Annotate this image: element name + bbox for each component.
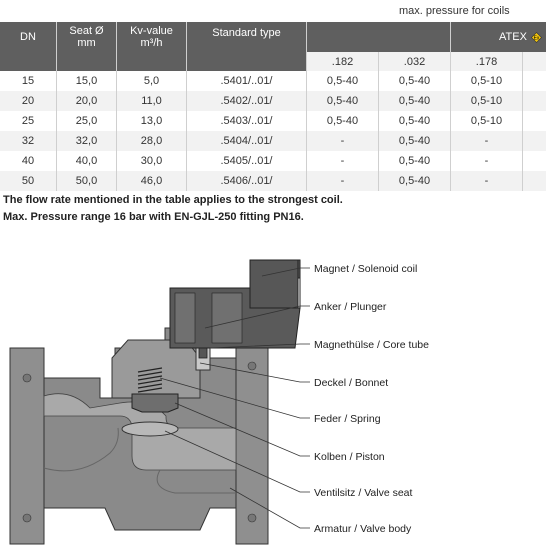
table-cell-kv	[117, 171, 187, 191]
flange-bolt-hole	[23, 374, 31, 382]
valve-cross-section-diagram	[0, 248, 546, 546]
col-header-atex	[451, 22, 546, 52]
table-cell-extra	[523, 171, 546, 191]
col-header-seat-label: Seat Ø	[69, 25, 104, 37]
table-cell-c3	[451, 91, 523, 111]
coil-winding-left	[175, 293, 195, 343]
table-cell-kv-value: 11,0	[141, 95, 162, 107]
table-cell-dn	[0, 111, 57, 131]
table-cell-c2	[379, 131, 451, 151]
flange-bolt-hole	[23, 514, 31, 522]
table-cell-c1-value: 0,5-40	[326, 75, 359, 87]
note-max-pressure: Max. Pressure range 16 bar with EN-GJL-250 fitting PN16.	[3, 211, 304, 223]
table-cell-c3-value: 0,5-10	[470, 115, 503, 127]
col-header-seat	[57, 22, 117, 52]
table-cell-c3	[451, 131, 523, 151]
table-cell-seat	[57, 71, 117, 91]
table-cell-c2-value: 0,5-40	[398, 75, 431, 87]
table-cell-kv	[117, 131, 187, 151]
col-header-kv-unit: m³/h	[140, 37, 163, 49]
table-cell-c3	[451, 171, 523, 191]
table-cell-type	[187, 151, 307, 171]
table-cell-type-value: .5406/..01/	[220, 175, 273, 187]
subheader-blank-3	[117, 52, 187, 71]
table-cell-kv	[117, 151, 187, 171]
label-bonnet: Deckel / Bonnet	[314, 377, 389, 389]
coil-col-182-label: .182	[331, 55, 354, 68]
col-header-coils-blank	[307, 22, 451, 52]
table-cell-type	[187, 171, 307, 191]
subheader-blank-2	[57, 52, 117, 71]
table-cell-kv-value: 46,0	[140, 175, 163, 187]
table-cell-kv-value: 30,0	[140, 155, 163, 167]
table-cell-c2-value: 0,5-40	[398, 135, 431, 147]
subheader-blank-4	[187, 52, 307, 71]
table-cell-extra	[523, 131, 546, 151]
table-cell-type	[187, 71, 307, 91]
table-cell-c1	[307, 91, 379, 111]
table-cell-seat	[57, 151, 117, 171]
table-cell-type-value: .5405/..01/	[220, 155, 273, 167]
table-cell-dn-value: 20	[21, 95, 35, 107]
table-cell-extra	[523, 71, 546, 91]
table-cell-dn-value: 32	[21, 135, 35, 147]
table-cell-dn-value: 25	[21, 115, 35, 127]
table-cell-seat-value: 25,0	[75, 115, 98, 127]
table-cell-c3-value: -	[484, 135, 489, 147]
table-cell-c1-value: 0,5-40	[326, 115, 359, 127]
table-cell-c2-value: 0,5-40	[398, 95, 431, 107]
table-cell-c2	[379, 151, 451, 171]
table-cell-seat	[57, 111, 117, 131]
atex-label: ATEX	[499, 31, 527, 43]
ex-hazard-icon	[531, 32, 542, 43]
table-cell-extra	[523, 151, 546, 171]
table-cell-dn	[0, 171, 57, 191]
coil-col-178-label: .178	[475, 55, 498, 68]
coil-col-032-label: .032	[403, 55, 426, 68]
col-header-dn	[0, 22, 57, 52]
table-cell-kv	[117, 91, 187, 111]
coil-col-178	[451, 52, 523, 71]
table-cell-c2-value: 0,5-40	[398, 175, 431, 187]
col-header-type	[187, 22, 307, 52]
table-cell-kv-value: 28,0	[140, 135, 163, 147]
table-cell-seat-value: 40,0	[75, 155, 98, 167]
table-cell-dn	[0, 91, 57, 111]
col-header-dn-label: DN	[20, 31, 36, 43]
table-cell-c3-value: -	[484, 155, 489, 167]
piston	[132, 394, 178, 412]
table-cell-c1-value: -	[340, 175, 345, 187]
valve-seat	[122, 422, 178, 436]
table-cell-type	[187, 91, 307, 111]
group-header-cell	[307, 0, 546, 22]
table-cell-extra	[523, 111, 546, 131]
table-cell-c1-value: 0,5-40	[326, 95, 359, 107]
table-cell-c3	[451, 151, 523, 171]
table-cell-seat	[57, 131, 117, 151]
table-cell-seat	[57, 171, 117, 191]
table-cell-type	[187, 131, 307, 151]
table-cell-c3-value: -	[484, 175, 489, 187]
table-cell-dn-value: 40	[21, 155, 35, 167]
table-cell-c3-value: 0,5-10	[470, 75, 503, 87]
table-cell-c2	[379, 171, 451, 191]
table-cell-seat-value: 15,0	[75, 75, 98, 87]
svg-text:Ex: Ex	[533, 34, 540, 41]
table-cell-c1	[307, 151, 379, 171]
table-cell-kv-value: 5,0	[143, 75, 160, 87]
label-core-tube: Magnethülse / Core tube	[314, 339, 429, 351]
subheader-blank-1	[0, 52, 57, 71]
table-cell-c2-value: 0,5-40	[398, 115, 431, 127]
table-cell-dn	[0, 71, 57, 91]
table-cell-dn-value: 50	[21, 175, 35, 187]
table-cell-seat	[57, 91, 117, 111]
label-spring: Feder / Spring	[314, 413, 381, 425]
table-cell-c1	[307, 111, 379, 131]
table-cell-seat-value: 20,0	[75, 95, 98, 107]
flange-bolt-hole	[248, 514, 256, 522]
col-header-type-label: Standard type	[212, 27, 281, 39]
group-header-label: max. pressure for coils	[399, 5, 510, 17]
coil-connector	[250, 260, 298, 308]
flange-bolt-hole	[248, 362, 256, 370]
table-cell-c1	[307, 171, 379, 191]
table-cell-kv	[117, 71, 187, 91]
label-valve-body: Armatur / Valve body	[314, 523, 412, 535]
table-cell-type	[187, 111, 307, 131]
table-cell-type-value: .5402/..01/	[220, 95, 273, 107]
table-cell-c1-value: -	[340, 135, 345, 147]
table-cell-type-value: .5404/..01/	[220, 135, 273, 147]
coil-col-extra	[523, 52, 546, 71]
coil-winding-right	[212, 293, 242, 343]
table-cell-c3	[451, 71, 523, 91]
coil-col-182	[307, 52, 379, 71]
table-cell-dn	[0, 131, 57, 151]
table-cell-dn	[0, 151, 57, 171]
table-cell-dn-value: 15	[21, 75, 35, 87]
table-cell-seat-value: 50,0	[75, 175, 98, 187]
table-cell-type-value: .5403/..01/	[220, 115, 273, 127]
label-plunger: Anker / Plunger	[314, 301, 387, 313]
table-cell-c1-value: -	[340, 155, 345, 167]
label-valve-seat: Ventilsitz / Valve seat	[314, 487, 413, 499]
label-piston: Kolben / Piston	[314, 451, 385, 463]
table-cell-seat-value: 32,0	[75, 135, 98, 147]
table-cell-c2-value: 0,5-40	[398, 155, 431, 167]
table-cell-c3-value: 0,5-10	[470, 95, 503, 107]
table-cell-c1	[307, 71, 379, 91]
table-cell-c2	[379, 91, 451, 111]
col-header-kv	[117, 22, 187, 52]
table-cell-kv-value: 13,0	[140, 115, 163, 127]
table-cell-c2	[379, 111, 451, 131]
table-cell-type-value: .5401/..01/	[220, 75, 273, 87]
table-cell-extra	[523, 91, 546, 111]
note-flow-rate: The flow rate mentioned in the table applies to the strongest coil.	[3, 194, 343, 206]
table-cell-kv	[117, 111, 187, 131]
col-header-seat-unit: mm	[77, 37, 96, 49]
label-solenoid-coil: Magnet / Solenoid coil	[314, 263, 418, 275]
coil-col-032	[379, 52, 451, 71]
table-cell-c3	[451, 111, 523, 131]
table-cell-c1	[307, 131, 379, 151]
table-cell-c2	[379, 71, 451, 91]
col-header-kv-label: Kv-value	[130, 25, 173, 37]
